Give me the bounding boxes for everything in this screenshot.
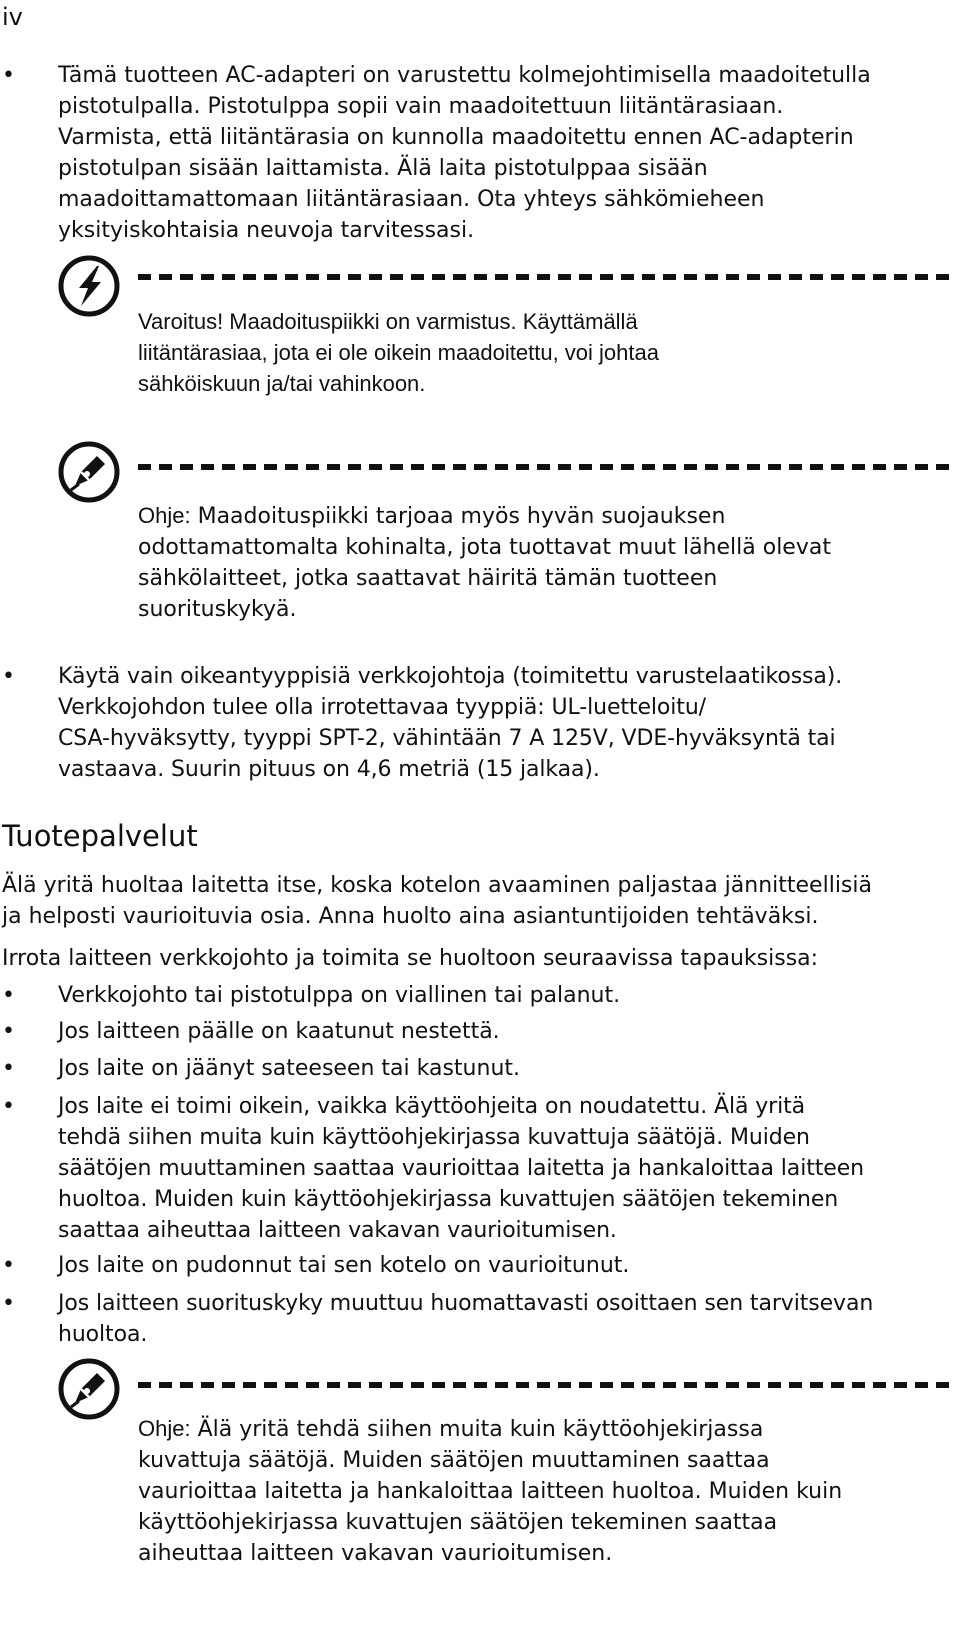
list-item <box>0 661 955 791</box>
bullet-text <box>58 1016 955 1047</box>
text-line: CSA-hyväksytty, tyyppi SPT-2, vähintään 7 A 125V, VDE-hyväksyntä tai <box>58 726 836 751</box>
text-line: tehdä siihen muita kuin käyttöohjekirjassa kuvattuja säätöjä. Muiden <box>58 1125 810 1150</box>
text-line: Maadoituspiikki tarjoaa myös hyvän suojauksen <box>190 504 726 529</box>
text-line: Varoitus! Maadoituspiikki on varmistus. Käyttämällä <box>138 309 638 334</box>
bullet-text <box>58 1250 955 1281</box>
bullet-text <box>58 1053 955 1084</box>
bullet-text <box>58 1091 955 1246</box>
text-line: pistotulpalla. Pistotulppa sopii vain maadoitettuun liitäntärasiaan. <box>58 94 784 119</box>
text-line: yksityiskohtaisia neuvoja tarvitessasi. <box>58 218 475 243</box>
list-item <box>0 1016 955 1048</box>
note-pen-icon <box>57 440 121 504</box>
list-item <box>0 1091 955 1251</box>
warning-text <box>138 306 920 399</box>
text-line: Verkkojohdon tulee olla irrotettavaa tyyppiä: UL-luetteloitu/ <box>58 695 706 720</box>
divider <box>138 1382 956 1388</box>
bullet-text <box>58 60 955 246</box>
bullet-mark: • <box>2 983 15 1008</box>
lightning-warning-icon <box>57 254 121 318</box>
bullet-mark: • <box>2 1056 15 1081</box>
note-text <box>138 1413 952 1569</box>
text-line: Varmista, että liitäntärasia on kunnolla maadoitettu ennen AC-adapterin <box>58 125 854 150</box>
text-line: sähkölaitteet, jotka saattavat häiritä tämän tuotteen <box>138 566 718 591</box>
text-line: suorituskykyä. <box>138 597 297 622</box>
text-line: Jos laite on pudonnut tai sen kotelo on vaurioitunut. <box>58 1253 630 1278</box>
text-line: Tämä tuotteen AC-adapteri on varustettu kolmejohtimisella maadoitetulla <box>58 63 871 88</box>
text-line: vastaava. Suurin pituus on 4,6 metriä (15 jalkaa). <box>58 757 600 782</box>
text-line: odottamattomalta kohinalta, jota tuottavat muut lähellä olevat <box>138 535 831 560</box>
text-line: vaurioittaa laitetta ja hankaloittaa laitteen huoltoa. Muiden kuin <box>138 1479 843 1504</box>
text-line: kuvattuja säätöjä. Muiden säätöjen muuttaminen saattaa <box>138 1448 770 1473</box>
note-label: Ohje: <box>138 1416 191 1441</box>
text-line: huoltoa. Muiden kuin käyttöohjekirjassa kuvattujen säätöjen tekeminen <box>58 1187 839 1212</box>
text-line: pistotulpan sisään laittamista. Älä laita pistotulppaa sisään <box>58 156 708 181</box>
bullet-mark: • <box>2 1094 15 1119</box>
divider <box>138 274 956 280</box>
note-text <box>138 500 952 625</box>
list-item <box>0 1288 955 1352</box>
bullet-text <box>58 980 955 1011</box>
text-line: aiheuttaa laitteen vakavan vaurioitumisen. <box>138 1541 613 1566</box>
text-line: Käytä vain oikeantyyppisiä verkkojohtoja (toimitettu varustelaatikossa). <box>58 664 843 689</box>
text-line: Älä yritä tehdä siihen muita kuin käyttöohjekirjassa <box>190 1417 764 1442</box>
text-line: sähköiskuun ja/tai vahinkoon. <box>138 371 426 396</box>
text-line: saattaa aiheuttaa laitteen vakavan vaurioitumisen. <box>58 1218 617 1243</box>
list-item <box>0 60 955 250</box>
paragraph: Irrota laitteen verkkojohto ja toimita se huoltoon seuraavissa tapauksissa: <box>2 946 819 971</box>
text-line: liitäntärasiaa, jota ei ole oikein maadoitettu, voi johtaa <box>138 340 659 365</box>
paragraph <box>2 870 956 932</box>
page-number: iv <box>2 3 23 31</box>
bullet-text <box>58 661 955 785</box>
bullet-text <box>58 1288 955 1350</box>
bullet-mark: • <box>2 664 15 689</box>
text-line: huoltoa. <box>58 1322 148 1347</box>
text-line: käyttöohjekirjassa kuvattujen säätöjen tekeminen saattaa <box>138 1510 778 1535</box>
text-line: Jos laitteen suorituskyky muuttuu huomattavasti osoittaen sen tarvitsevan <box>58 1291 874 1316</box>
text-line: säätöjen muuttaminen saattaa vaurioittaa laitetta ja hankaloittaa laitteen <box>58 1156 864 1181</box>
bullet-mark: • <box>2 1253 15 1278</box>
text-line: Verkkojohto tai pistotulppa on viallinen tai palanut. <box>58 983 621 1008</box>
bullet-mark: • <box>2 63 15 88</box>
list-item <box>0 1250 955 1282</box>
text-line: maadoittamattomaan liitäntärasiaan. Ota yhteys sähkömieheen <box>58 187 765 212</box>
text-line: Jos laite ei toimi oikein, vaikka käyttöohjeita on noudatettu. Älä yritä <box>58 1094 806 1119</box>
section-heading: Tuotepalvelut <box>2 819 198 853</box>
list-item <box>0 1053 955 1085</box>
text-line: Älä yritä huoltaa laitetta itse, koska kotelon avaaminen paljastaa jännitteellisiä <box>2 873 872 898</box>
note-label: Ohje: <box>138 503 191 528</box>
list-item <box>0 980 955 1012</box>
bullet-mark: • <box>2 1291 15 1316</box>
bullet-mark: • <box>2 1019 15 1044</box>
note-pen-icon <box>57 1357 121 1421</box>
text-line: Jos laitteen päälle on kaatunut nestettä. <box>58 1019 500 1044</box>
text-line: ja helposti vaurioituvia osia. Anna huolto aina asiantuntijoiden tehtäväksi. <box>2 904 819 929</box>
divider <box>138 464 956 470</box>
text-line: Jos laite on jäänyt sateeseen tai kastunut. <box>58 1056 521 1081</box>
